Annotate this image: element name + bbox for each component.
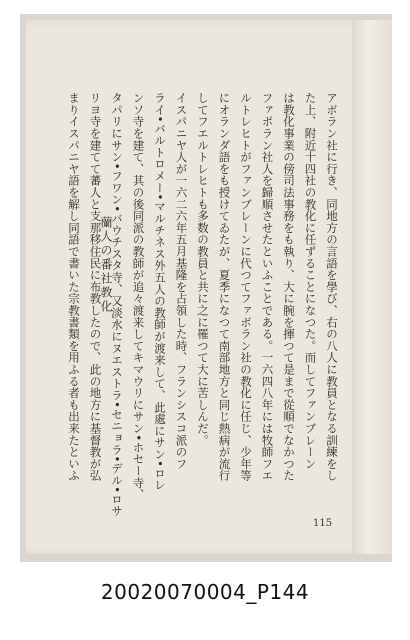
text-line: まりイスパニヤ語を解し同語で書いた宗教書類を用ふる者も出来たといふ <box>67 92 81 482</box>
text-line: ンソ寺を建て、其の後同派の教師が追々渡来してキマウリにサン•ホセー寺、 <box>131 92 146 501</box>
book-page <box>26 20 382 554</box>
text-line: ファボラン社人を歸順させたといふことである。一六四八年には牧師フエ <box>260 92 275 482</box>
text-line: タパリにサン•フワン•バウチスタ寺、又淡水にヌエストラ•セニョラ•デル•ロサ <box>110 92 124 517</box>
page-gutter <box>352 20 392 554</box>
text-line: は教化事業の傍司法事務をも執り、大に腕を揮つて是まで從順でなかつた <box>282 92 296 482</box>
text-line: してフエルトレヒトも多数の教員と共に之に罹つて大に苦しんだ。 <box>196 92 210 446</box>
text-line: ルトレヒトがファンブレーンに代つてファボラン社の教化に任じ、少年等 <box>239 92 253 482</box>
image-caption: 20020070004_P144 <box>100 580 310 604</box>
text-line: リヨ寺を建てて蕃人と支那移住民に布教したので、此の地方に基督教が弘 <box>88 92 103 482</box>
text-line: ライ•バルトロメー•マルチネス外五人の教師が渡来して、此處にサン•ロレ <box>153 92 167 491</box>
text-line: にオランダ語をも授けてゐたが、夏季になつて南部地方と同じ熱病が流行 <box>217 92 232 482</box>
section-heading: 蘭人の番社教化 <box>99 216 113 314</box>
page-number: 115 <box>313 518 333 529</box>
text-line: アボラン社に行き、同地方の言語を學び、右の八人に教員となる訓練をし <box>325 92 339 482</box>
text-line: た上、附近十四社の教化に任ずることになつた。而してファンブレーン <box>303 92 318 470</box>
text-line: イスパニヤ人が一六二六年五月基隆を占領した時、フランシスコ派のフ <box>174 92 189 470</box>
